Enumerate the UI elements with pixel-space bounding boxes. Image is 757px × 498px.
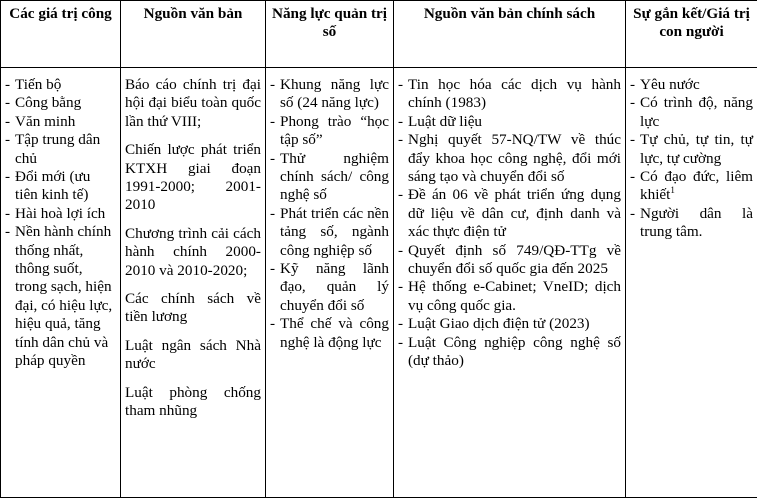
list-item: Chiến lược phát triển KTXH giai đoạn 1991-2000; 2001-2010 xyxy=(125,141,261,214)
list-item: - Thể chế và công nghệ là động lực xyxy=(270,315,389,352)
cell-human-values xyxy=(626,68,757,498)
list-item: - Hệ thống e-Cabinet; VneID; dịch vụ công quốc gia. xyxy=(398,278,621,315)
header-policy-sources: Nguồn văn bản chính sách xyxy=(394,1,626,68)
list-item: - Đề án 06 về phát triển ứng dụng dữ liệu về dân cư, định danh và xác thực điện tử xyxy=(398,186,621,241)
list-item: - Luật dữ liệu xyxy=(398,113,621,131)
cell-policy-sources xyxy=(394,68,626,498)
list-item: - Tập trung dân chủ xyxy=(5,131,116,168)
list-item: - Luật Giao dịch điện tử (2023) xyxy=(398,315,621,333)
list-item: - Phong trào “học tập số” xyxy=(270,113,389,150)
cell-public-values xyxy=(1,68,121,498)
footnote-mark: 1 xyxy=(670,185,675,196)
list-item-text: Có đạo đức, liêm khiết xyxy=(640,168,753,204)
list-item: - Tin học hóa các dịch vụ hành chính (1983) xyxy=(398,76,621,113)
list-item: - Có trình độ, năng lực xyxy=(630,94,753,131)
header-public-values: Các giá trị công xyxy=(1,1,121,68)
header-sources: Nguồn văn bản xyxy=(121,1,266,68)
header-digital-capacity: Năng lực quản trị số xyxy=(266,1,394,68)
list-item: - Nghị quyết 57-NQ/TW về thúc đẩy khoa học công nghệ, đổi mới sáng tạo và chuyển đổi số xyxy=(398,131,621,186)
body-row xyxy=(1,68,757,498)
list-item: Luật ngân sách Nhà nước xyxy=(125,336,261,373)
list-item: - Người dân là trung tâm. xyxy=(630,205,753,242)
list-item: - Quyết định số 749/QĐ-TTg về chuyển đổi số quốc gia đến 2025 xyxy=(398,242,621,279)
list-item: - Nền hành chính thống nhất, thông suốt, trong sạch, hiện đại, có hiệu lực, hiệu quả, tăng tính dân chủ và pháp quyền xyxy=(5,223,116,370)
list-item: - Công bằng xyxy=(5,94,116,112)
list-item: Các chính sách về tiền lương xyxy=(125,290,261,326)
list-item: - Tự chủ, tự tin, tự lực, tự cường xyxy=(630,131,753,168)
list-item: - Luật Công nghiệp công nghệ số (dự thảo) xyxy=(398,334,621,371)
list-item: - Đổi mới (ưu tiên kinh tế) xyxy=(5,168,116,205)
header-row xyxy=(1,1,757,68)
list-item: - Kỹ năng lãnh đạo, quản lý chuyển đổi số xyxy=(270,260,389,315)
list-item: - Khung năng lực số (24 năng lực) xyxy=(270,76,389,113)
list-item: - Hài hoà lợi ích xyxy=(5,205,116,223)
list-item: - Thử nghiệm chính sách/ công nghệ số xyxy=(270,150,389,205)
list-item: - Văn minh xyxy=(5,113,116,131)
list-item: - Tiến bộ xyxy=(5,76,116,94)
cell-digital-capacity xyxy=(266,68,394,498)
list-item: Luật phòng chống tham nhũng xyxy=(125,383,261,420)
list-item: - Yêu nước xyxy=(630,76,753,94)
cell-sources xyxy=(121,68,266,498)
list-item: Báo cáo chính trị đại hội đại biểu toàn quốc lần thứ VIII; xyxy=(125,76,261,130)
list-item-footnoted xyxy=(630,168,753,205)
list-item: - Phát triển các nền tảng số, ngành công nghiệp số xyxy=(270,205,389,260)
header-human-values: Sự gắn kết/Giá trị con người xyxy=(626,1,757,68)
list-item: Chương trình cải cách hành chính 2000-2010 và 2010-2020; xyxy=(125,224,261,279)
